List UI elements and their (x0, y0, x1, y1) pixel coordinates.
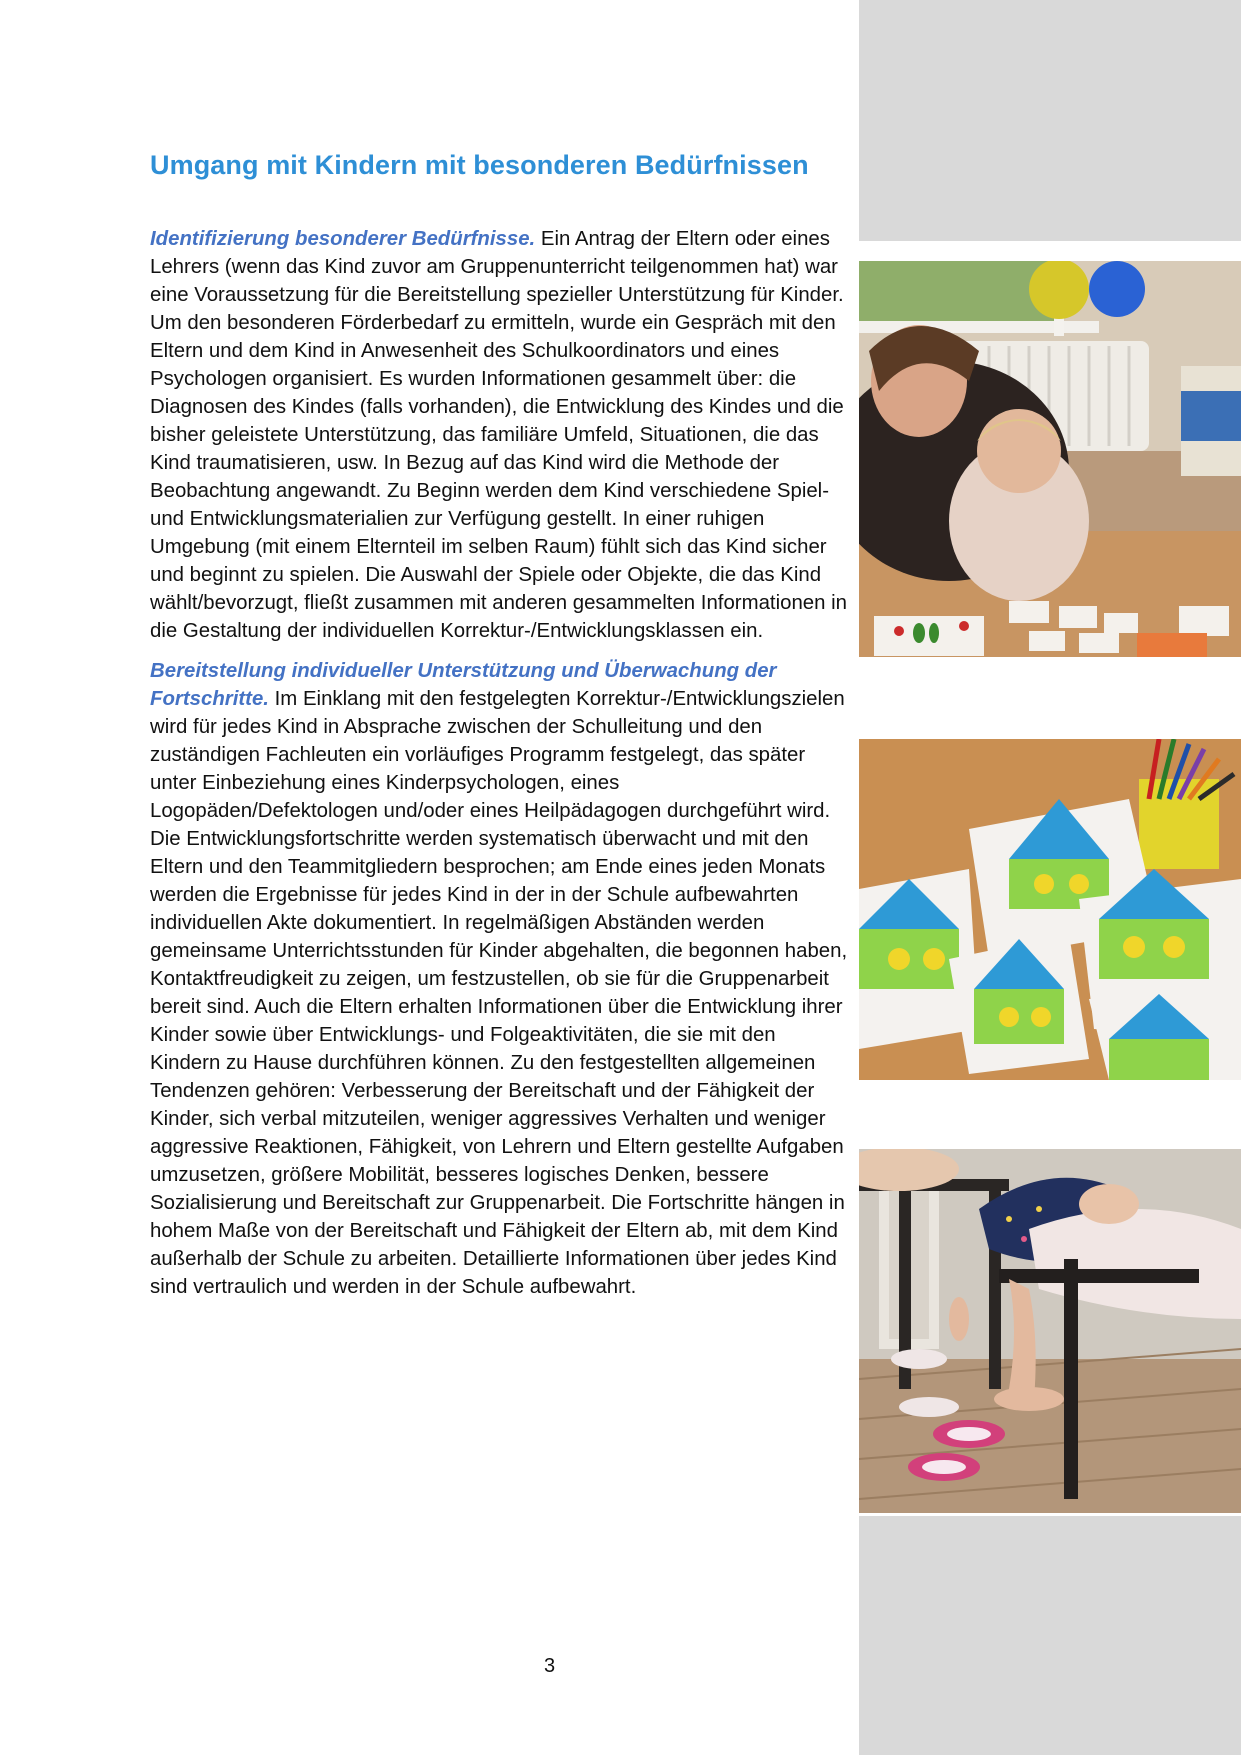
page-heading: Umgang mit Kindern mit besonderen Bedürfnissen (150, 150, 809, 180)
page-number: 3 (543, 1655, 556, 1677)
photo-adult-and-child-at-table (859, 261, 1241, 657)
section-text: Im Einklang mit den festgelegten Korrektur-/Entwicklungszielen wird für jedes Kind in Absprache zwischen der Schulleitung und den zuständigen Fachleuten ein vorläufiges Programm festgelegt, das später unter Einbeziehung eines Kinderpsychologen, eines Logopäden/Defektologen und/oder eines Heilpädagogen durchgeführt wird. Die Entwicklungsfortschritte werden systematisch überwacht und mit den Eltern und den Teammitgliedern besprochen; am Ende eines jeden Monats werden die Ergebnisse für jedes Kind in der in der Schule aufbewahrten individuellen Akte dokumentiert. In regelmäßigen Abständen werden gemeinsame Unterrichtsstunden für Kinder abgehalten, die begonnen haben, Kontaktfreudigkeit zu zeigen, um festzustellen, ob sie für die Gruppenarbeit bereit sind. Auch die Eltern erhalten Informationen über die Entwicklung ihrer Kinder sowie über Entwicklungs- und Folgeaktivitäten, die sie mit den Kindern zu Hause durchführen können. Zu den festgestellten allgemeinen Tendenzen gehören: Verbesserung der Bereitschaft und der Fähigkeit der Kinder, sich verbal mitzuteilen, weniger aggressives Verhalten und weniger aggressive Reaktionen, Fähigkeit, von Lehrern und Eltern gestellte Aufgaben umzusetzen, größere Mobilität, besseres logisches Denken, bessere Sozialisierung und Bereitschaft zur Gruppenarbeit. Die Fortschritte hängen in hohem Maße von der Bereitschaft und Fähigkeit der Eltern ab, mit dem Kind außerhalb der Schule zu arbeiten. Detaillierte Informationen über jedes Kind sind vertraulich und werden in der Schule aufbewahrt. (150, 688, 848, 1298)
main-content (150, 150, 850, 1313)
section-lead: Identifizierung besonderer Bedürfnisse. (150, 228, 536, 250)
section-text: Ein Antrag der Eltern oder eines Lehrers (wenn das Kind zuvor am Gruppenunterricht teilgenommen hat) war eine Voraussetzung für die Bereitstellung spezieller Unterstützung für Kinder. Um den besonderen Förderbedarf zu ermitteln, wurde ein Gespräch mit den Eltern und dem Kind in Anwesenheit des Schulkoordinators und eines Psychologen organisiert. Es wurden Informationen gesammelt über: die Diagnosen des Kindes (falls vorhanden), die Entwicklung des Kindes und die bisher geleistete Unterstützung, das familiäre Umfeld, Situationen, die das Kind traumatisieren, usw. In Bezug auf das Kind wird die Methode der Beobachtung angewandt. Zu Beginn werden dem Kind verschiedene Spiel- und Entwicklungsmaterialien zur Verfügung gestellt. In einer ruhigen Umgebung (mit einem Elternteil im selben Raum) fühlt sich das Kind sicher und beginnt zu spielen. Die Auswahl der Spiele oder Objekte, die das Kind wählt/bevorzugt, fließt zusammen mit anderen gesammelten Informationen in die Gestaltung der individuellen Korrektur-/Entwicklungsklassen ein. (150, 228, 848, 642)
section-identification (150, 225, 850, 645)
section-lead: Bereitstellung individueller Unterstützung und Überwachung der Fortschritte. (150, 660, 777, 710)
photo-paper-house-crafts (859, 739, 1241, 1080)
photo-children-seated (859, 1149, 1241, 1513)
section-support-monitoring (150, 657, 850, 1301)
